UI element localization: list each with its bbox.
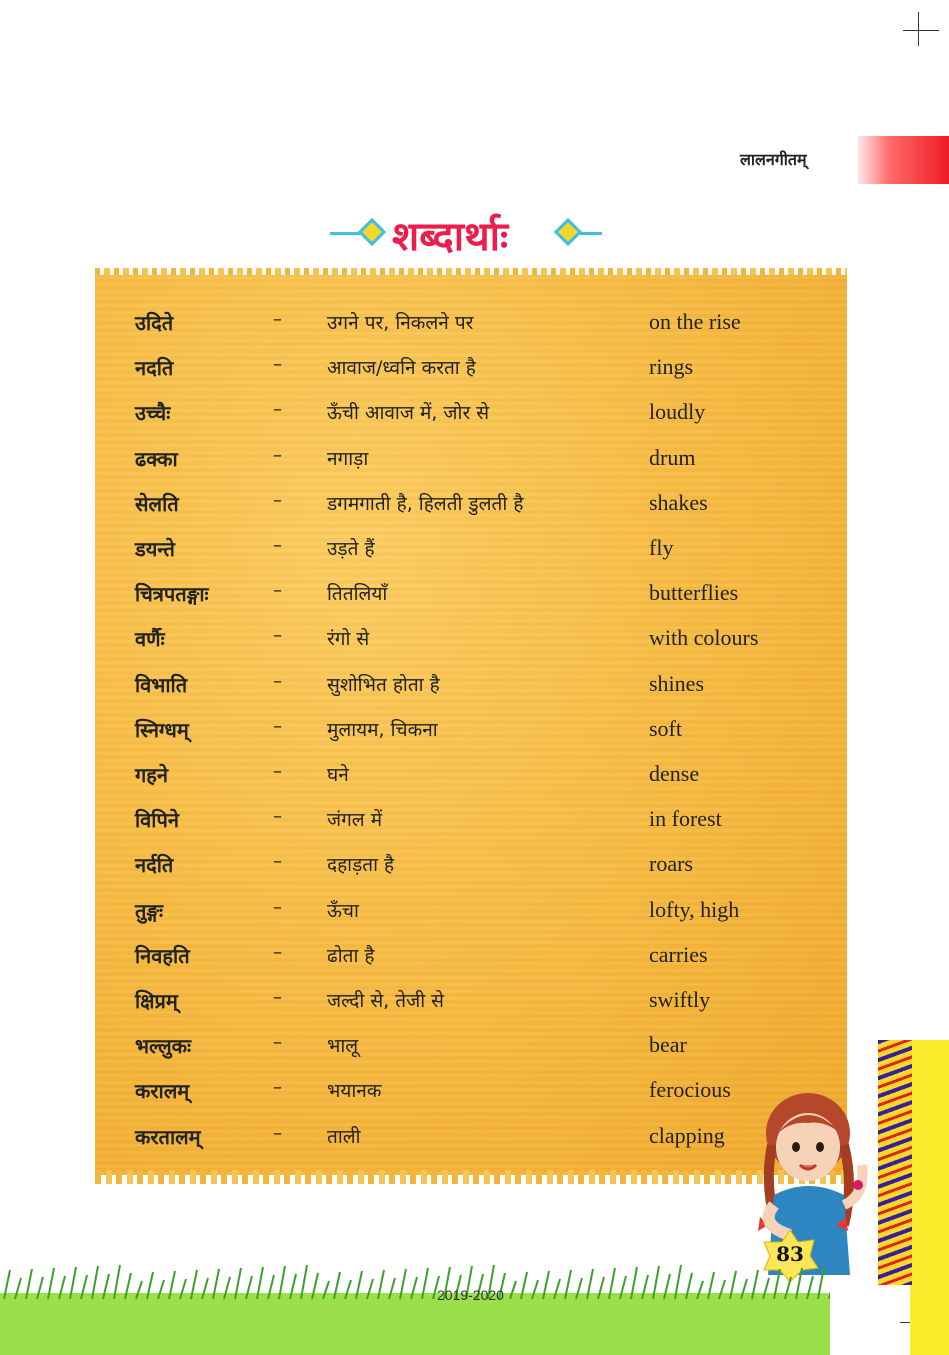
- separator-dash: –: [273, 715, 282, 737]
- sanskrit-word: सेलति: [135, 491, 179, 516]
- english-meaning: dense: [649, 761, 700, 786]
- side-yellow-strip: [910, 1040, 949, 1355]
- separator-dash: –: [273, 1122, 282, 1144]
- title-line-left: [330, 232, 362, 235]
- sanskrit-word: ढक्का: [135, 446, 178, 471]
- glossary-row: [95, 985, 847, 1025]
- sanskrit-word: उदिते: [135, 311, 174, 335]
- page-title: शब्दार्थाः: [392, 214, 509, 260]
- english-meaning: loudly: [649, 399, 706, 425]
- sanskrit-word: डयन्ते: [135, 537, 175, 561]
- english-meaning: swiftly: [649, 987, 711, 1012]
- glossary-row: [95, 397, 847, 437]
- separator-dash: –: [273, 535, 282, 556]
- title-block: [330, 205, 610, 261]
- english-meaning: carries: [649, 941, 708, 967]
- separator-dash: –: [273, 806, 282, 828]
- diamond-right-icon: [554, 218, 582, 246]
- separator-dash: –: [273, 851, 282, 873]
- glossary-row: [95, 759, 847, 799]
- separator-dash: –: [273, 580, 282, 602]
- title-line-right: [580, 232, 602, 235]
- glossary-row: [95, 895, 847, 935]
- glossary-row: [95, 307, 847, 347]
- glossary-row: [95, 1121, 847, 1161]
- sanskrit-word: विभाति: [135, 672, 188, 697]
- sanskrit-word: उच्चैः: [135, 401, 171, 426]
- glossary-row: [95, 488, 847, 528]
- sanskrit-word: नदति: [135, 356, 174, 381]
- separator-dash: –: [273, 399, 282, 421]
- hindi-meaning: उगने पर, निकलने पर: [327, 312, 474, 334]
- english-meaning: bear: [649, 1032, 687, 1058]
- separator-dash: –: [273, 1032, 282, 1054]
- glossary-row: [95, 533, 847, 573]
- header-color-bar: [858, 136, 949, 184]
- glossary-row: [95, 714, 847, 754]
- hindi-meaning: उड़ते हैं: [327, 538, 375, 560]
- glossary-parchment: [95, 275, 847, 1175]
- english-meaning: clapping: [649, 1122, 725, 1148]
- english-meaning: in forest: [649, 806, 722, 832]
- hindi-meaning: रंगो से: [327, 628, 370, 651]
- diamond-left-icon: [358, 218, 386, 246]
- hindi-meaning: ताली: [327, 1125, 361, 1148]
- parchment-bottom-edge: [95, 1170, 847, 1184]
- hindi-meaning: भालू: [327, 1035, 359, 1058]
- glossary-row: [95, 1075, 847, 1115]
- glossary-row: [95, 1030, 847, 1070]
- crop-mark-top-right-h: [903, 30, 939, 31]
- hindi-meaning: ऊँची आवाज में, जोर से: [327, 402, 490, 425]
- glossary-row: [95, 352, 847, 392]
- hindi-meaning: ऊँचा: [327, 899, 359, 922]
- glossary-row: [95, 443, 847, 483]
- sanskrit-word: स्निग्धम्: [135, 717, 189, 742]
- separator-dash: –: [273, 941, 282, 963]
- separator-dash: –: [273, 761, 282, 782]
- separator-dash: –: [273, 444, 282, 466]
- sanskrit-word: भल्लुकः: [135, 1034, 192, 1059]
- glossary-row: [95, 804, 847, 844]
- separator-dash: –: [273, 354, 282, 376]
- sanskrit-word: विपिने: [135, 808, 179, 833]
- glossary-row: [95, 623, 847, 663]
- academic-year: 2019-2020: [437, 1287, 504, 1303]
- english-meaning: roars: [649, 851, 693, 877]
- separator-dash: –: [273, 309, 282, 330]
- sanskrit-word: निवहति: [135, 943, 190, 968]
- separator-dash: –: [273, 489, 282, 511]
- hindi-meaning: सुशोभित होता है: [327, 673, 440, 696]
- english-meaning: drum: [649, 444, 696, 470]
- hindi-meaning: जंगल में: [327, 809, 383, 832]
- separator-dash: –: [273, 1077, 282, 1099]
- english-meaning: butterflies: [649, 580, 739, 606]
- hindi-meaning: नगाड़ा: [327, 447, 369, 470]
- separator-dash: –: [273, 670, 282, 692]
- sanskrit-word: नर्दति: [135, 853, 174, 878]
- hindi-meaning: आवाज/ध्वनि करता है: [327, 357, 476, 380]
- separator-dash: –: [273, 987, 282, 1008]
- english-meaning: soft: [649, 715, 682, 741]
- english-meaning: ferocious: [649, 1077, 731, 1103]
- sanskrit-word: तुङ्गः: [135, 898, 164, 923]
- crop-mark-top-right-v: [918, 12, 919, 46]
- sanskrit-word: करालम्: [135, 1079, 190, 1104]
- glossary-row: [95, 849, 847, 889]
- hindi-meaning: तितलियाँ: [327, 583, 388, 606]
- separator-dash: –: [273, 625, 282, 647]
- english-meaning: on the rise: [649, 309, 741, 334]
- hindi-meaning: घने: [327, 764, 349, 786]
- hindi-meaning: ढोता है: [327, 944, 375, 967]
- glossary-row: [95, 940, 847, 980]
- sanskrit-word: वर्णैः: [135, 627, 165, 652]
- english-meaning: shines: [649, 670, 704, 696]
- separator-dash: –: [273, 896, 282, 918]
- sanskrit-word: क्षिप्रम्: [135, 989, 178, 1013]
- running-header-title: लालनगीतम्: [740, 150, 807, 169]
- hindi-meaning: डगमगाती है, हिलती डुलती है: [327, 492, 524, 515]
- hindi-meaning: मुलायम, चिकना: [327, 718, 438, 741]
- hindi-meaning: भयानक: [327, 1080, 382, 1103]
- english-meaning: fly: [649, 535, 674, 560]
- hindi-meaning: जल्दी से, तेजी से: [327, 990, 444, 1012]
- english-meaning: shakes: [649, 489, 708, 515]
- glossary-row: [95, 669, 847, 709]
- hindi-meaning: दहाड़ता है: [327, 854, 395, 877]
- page-number: 83: [776, 1242, 804, 1266]
- glossary-row: [95, 578, 847, 618]
- sanskrit-word: गहने: [135, 763, 168, 787]
- english-meaning: lofty, high: [649, 896, 740, 922]
- english-meaning: with colours: [649, 625, 759, 651]
- sanskrit-word: चित्रपतङ्गाः: [135, 582, 209, 607]
- sanskrit-word: करतालम्: [135, 1124, 201, 1149]
- grass-border: [0, 1255, 830, 1355]
- english-meaning: rings: [649, 354, 693, 380]
